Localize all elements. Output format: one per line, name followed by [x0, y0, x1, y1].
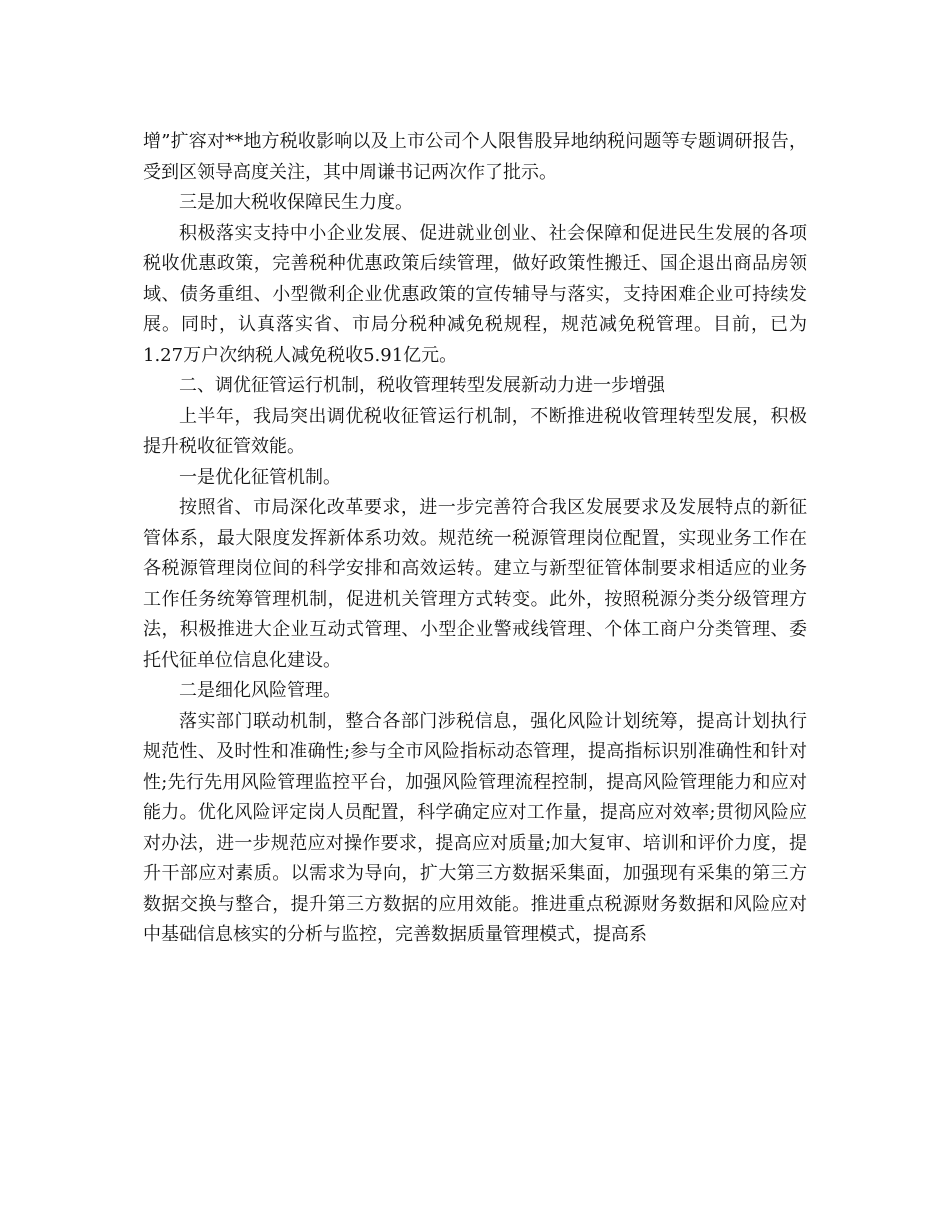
paragraph-section-heading-2: 二、调优征管运行机制，税收管理转型发展新动力进一步增强	[179, 375, 665, 396]
document-page	[143, 127, 807, 951]
paragraph-continuation: 增”扩容对**地方税收影响以及上市公司个人限售股异地纳税问题等专题调研报告，受到区领导高度关注，其中周谦书记两次作了批示。	[143, 131, 807, 183]
paragraph-heading-2: 二是细化风险管理。	[179, 680, 341, 701]
paragraph-heading-1: 一是优化征管机制。	[179, 466, 341, 488]
paragraph-body: 落实部门联动机制，整合各部门涉税信息，强化风险计划统筹，提高计划执行规范性、及时性和准确性;参与全市风险指标动态管理，提高指标识别准确性和针对性;先行先用风险管理监控平台，加强风险管理流程控制，提高风险管理能力和应对能力。优化风险评定岗人员配置，科学确定应对工作量，提高应对效率;贯彻风险应对办法，进一步规范应对操作要求，提高应对质量;加大复审、培训和评价力度，提升干部应对素质。以需求为导向，扩大第三方数据采集面，加强现有采集的第三方数据交换与整合，提升第三方数据的应用效能。推进重点税源财务数据和风险应对中基础信息核实的分析与监控，完善数据质量管理模式，提高系	[143, 710, 807, 945]
paragraph-body: 上半年，我局突出调优税收征管运行机制，不断推进税收管理转型发展，积极提升税收征管效能。	[143, 405, 807, 457]
paragraph-heading-3: 三是加大税收保障民生力度。	[179, 192, 413, 213]
paragraph-body: 积极落实支持中小企业发展、促进就业创业、社会保障和促进民生发展的各项税收优惠政策，完善税种优惠政策后续管理，做好政策性搬迁、国企退出商品房领域、债务重组、小型微利企业优惠政策的宣传辅导与落实，支持困难企业可持续发展。同时，认真落实省、市局分税种减免税规程，规范减免税管理。目前，已为1.27万户次纳税人减免税收5.91亿元。	[143, 222, 807, 366]
paragraph-body: 按照省、市局深化改革要求，进一步完善符合我区发展要求及发展特点的新征管体系，最大限度发挥新体系功效。规范统一税源管理岗位配置，实现业务工作在各税源管理岗位间的科学安排和高效运转。建立与新型征管体制要求相适应的业务工作任务统筹管理机制，促进机关管理方式转变。此外，按照税源分类分级管理方法，积极推进大企业互动式管理、小型企业警戒线管理、个体工商户分类管理、委托代征单位信息化建设。	[143, 497, 807, 671]
